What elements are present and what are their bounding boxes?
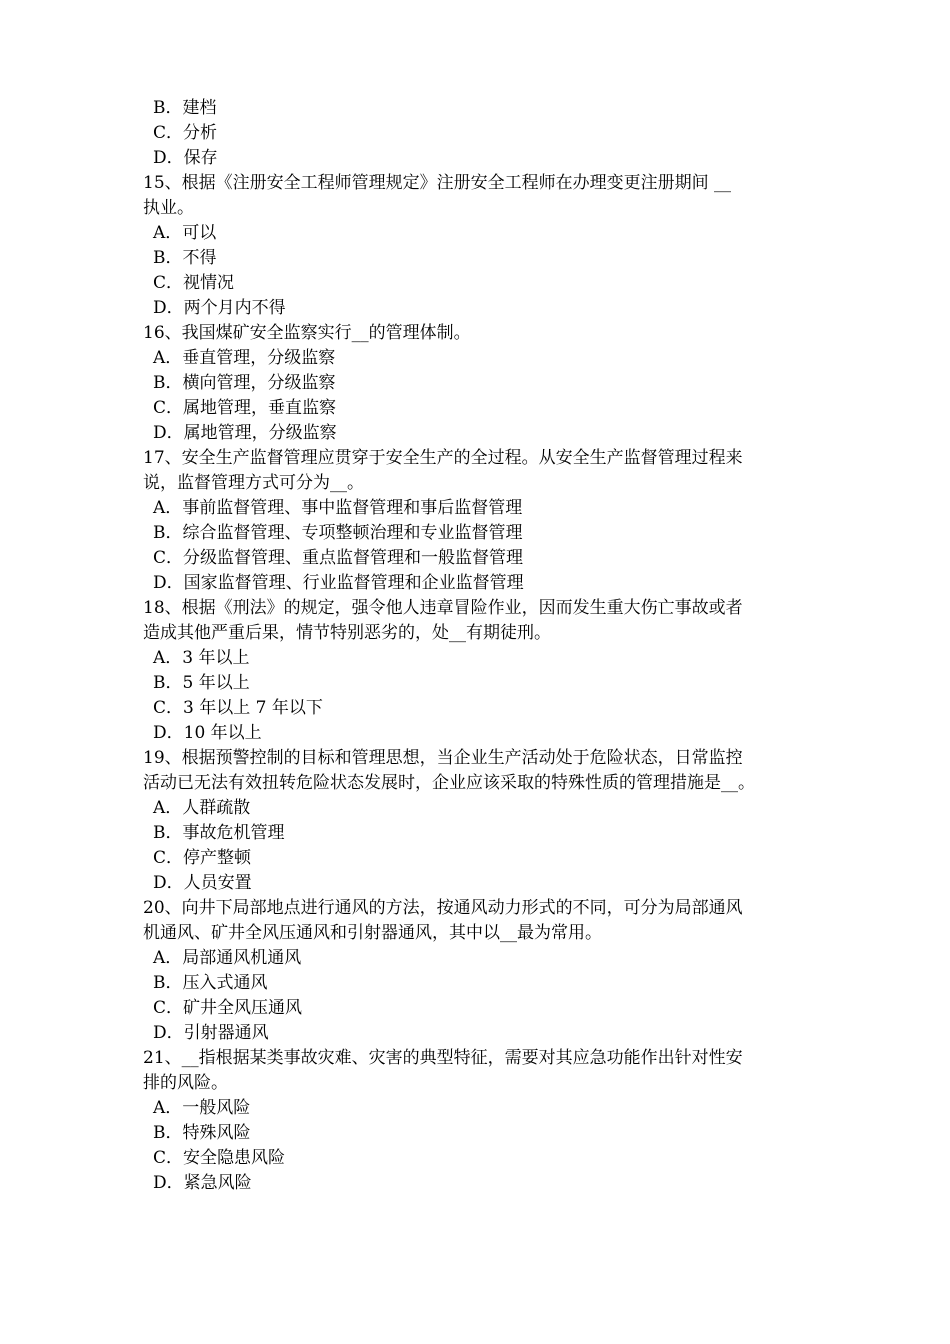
question-stem: 执业。: [143, 198, 194, 218]
question-20: [143, 896, 823, 1046]
question-stem: 造成其他严重后果，情节特别恶劣的，处__有期徒刑。: [143, 623, 551, 643]
question-21: [143, 1046, 823, 1196]
option-b: B．特殊风险: [153, 1123, 251, 1143]
question-stem: 机通风、矿井全风压通风和引射器通风，其中以__最为常用。: [143, 923, 602, 943]
option-d: D．国家监督管理、行业监督管理和企业监督管理: [153, 573, 524, 593]
question-stem: 排的风险。: [143, 1073, 228, 1093]
option-a: A．事前监督管理、事中监督管理和事后监督管理: [153, 498, 523, 518]
option-b: B．压入式通风: [153, 973, 268, 993]
option-a: A．3 年以上: [153, 648, 250, 668]
option-a: A．垂直管理，分级监察: [153, 348, 336, 368]
option-c: C．矿井全风压通风: [153, 998, 303, 1018]
option-d: D．人员安置: [153, 873, 252, 893]
option-c: C．视情况: [153, 273, 235, 293]
question-stem: 19、根据预警控制的目标和管理思想，当企业生产活动处于危险状态，日常监控: [143, 748, 743, 768]
option-d: D．属地管理，分级监察: [153, 423, 337, 443]
option-b: B．5 年以上: [153, 673, 250, 693]
document-page: [143, 96, 823, 1196]
option-a: A．局部通风机通风: [153, 948, 302, 968]
question-stem: 活动已无法有效扭转危险状态发展时，企业应该采取的特殊性质的管理措施是__。: [143, 773, 755, 793]
option-c: C．停产整顿: [153, 848, 252, 868]
question-15: [143, 171, 823, 321]
leading-options: [143, 96, 823, 171]
question-stem: 15、根据《注册安全工程师管理规定》注册安全工程师在办理变更注册期间 __: [143, 173, 732, 193]
question-16: [143, 321, 823, 446]
option-d: D．保存: [153, 148, 218, 168]
option-c: C．安全隐患风险: [153, 1148, 286, 1168]
option-b: B．横向管理，分级监察: [153, 373, 336, 393]
option-c: C．分级监督管理、重点监督管理和一般监督管理: [153, 548, 524, 568]
option-d: D．引射器通风: [153, 1023, 269, 1043]
question-stem: 20、向井下局部地点进行通风的方法，按通风动力形式的不同，可分为局部通风: [143, 898, 743, 918]
question-stem: 21、__指根据某类事故灾难、灾害的典型特征，需要对其应急功能作出针对性安: [143, 1048, 743, 1068]
option-b: B．建档: [153, 98, 217, 118]
option-a: A．可以: [153, 223, 217, 243]
question-stem: 说，监督管理方式可分为__。: [143, 473, 364, 493]
option-a: A．人群疏散: [153, 798, 251, 818]
option-c: C．属地管理，垂直监察: [153, 398, 337, 418]
question-17: [143, 446, 823, 596]
question-stem: 16、我国煤矿安全监察实行__的管理体制。: [143, 323, 471, 343]
option-c: C．分析: [153, 123, 218, 143]
option-b: B．事故危机管理: [153, 823, 285, 843]
option-b: B．不得: [153, 248, 217, 268]
question-stem: 17、安全生产监督管理应贯穿于安全生产的全过程。从安全生产监督管理过程来: [143, 448, 743, 468]
option-c: C．3 年以上 7 年以下: [153, 698, 323, 718]
option-d: D．紧急风险: [153, 1173, 252, 1193]
question-18: [143, 596, 823, 746]
option-a: A．一般风险: [153, 1098, 251, 1118]
option-b: B．综合监督管理、专项整顿治理和专业监督管理: [153, 523, 523, 543]
question-19: [143, 746, 823, 896]
option-d: D．两个月内不得: [153, 298, 286, 318]
question-stem: 18、根据《刑法》的规定，强令他人违章冒险作业，因而发生重大伤亡事故或者: [143, 598, 743, 618]
option-d: D．10 年以上: [153, 723, 262, 743]
